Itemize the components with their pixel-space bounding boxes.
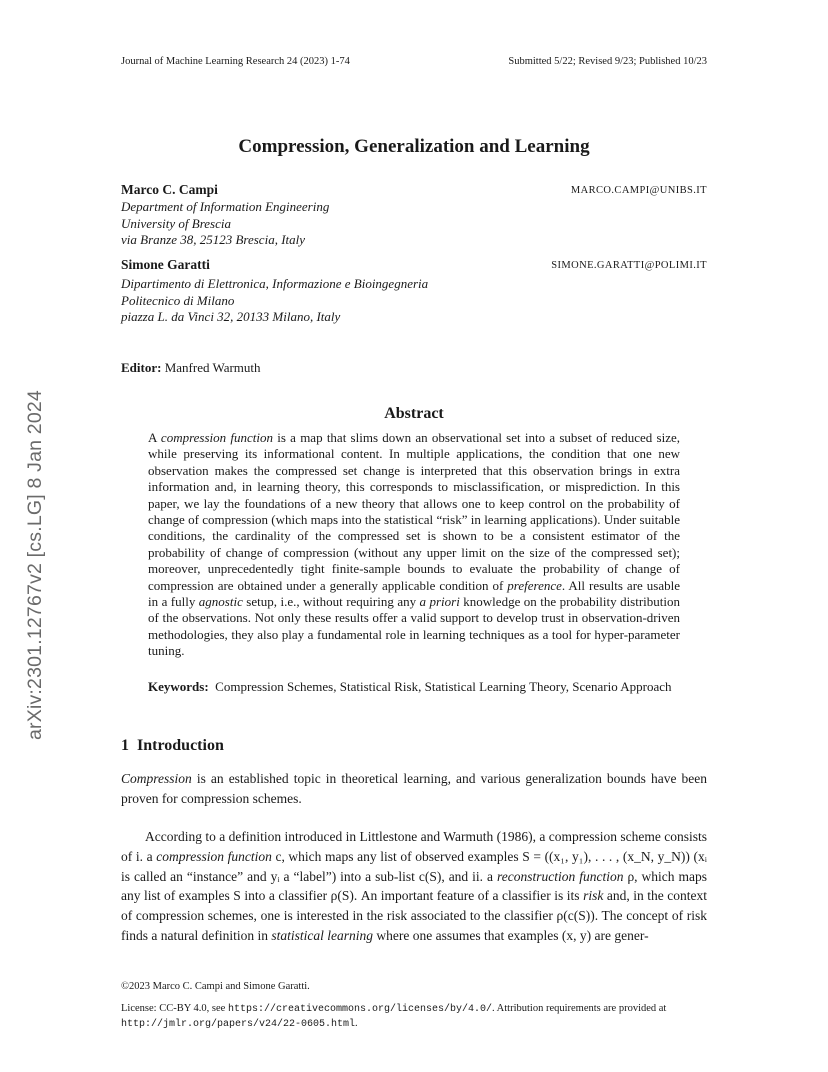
paragraph-text: and, in the context of compression schemes, one is interested in the risk associated to the classifier ρ(c(S)). The concept of risk finds a natural definition in <box>121 888 707 943</box>
paragraph-text: is an established topic in theoretical learning, and various generalization bounds have been proven for compression schemes. <box>121 771 707 806</box>
copyright-notice: ©2023 Marco C. Campi and Simone Garatti. <box>121 981 310 992</box>
intro-paragraph-1 <box>121 769 707 809</box>
affiliation-line: via Branze 38, 25123 Brescia, Italy <box>121 232 306 247</box>
section-title: Introduction <box>137 737 224 754</box>
keywords-label: Keywords: <box>148 679 209 694</box>
editor-line <box>121 360 261 376</box>
abstract-run: is a map that slims down an observational set into a subset of reduced size, while preserving its informational content. In multiple applications, the condition that one new observation makes the compressed set change is interpreted that this observation brings in extra information and, in learning theory, this corresponds to misclassification, or misprediction. In this paper, we lay the foundations of a new theory that allows one to keep control on the probability of change of compression (which maps into the statistical “risk” in learning applications). Under suitable conditions, the cardinality of the compressed set is shown to be a consistent estimator of the probability of change of compression (without any upper limit on the size of the compressed set); moreover, unprecedentedly tight finite-sample bounds to evaluate the probability of change of compression are obtained under a generally applicable condition of <box>148 430 681 593</box>
author-email-1[interactable]: MARCO.CAMPI@UNIBS.IT <box>570 185 707 196</box>
keywords <box>148 679 680 695</box>
author-affiliation-1 <box>121 199 329 249</box>
affiliation-line: Dipartimento di Elettronica, Informazione e Bioingegneria <box>121 276 429 291</box>
paragraph-text: ρ, which maps any list of examples S into a classifier ρ(S). An important feature of a classifier is its <box>121 868 708 904</box>
author-name-2: Simone Garatti <box>121 257 210 272</box>
affiliation-line: Politecnico di Milano <box>121 292 235 308</box>
abstract-emph: a priori <box>419 594 460 610</box>
abstract-run: A <box>148 430 161 445</box>
affiliation-line: piazza L. da Vinci 32, 20133 Milano, Italy <box>121 309 341 324</box>
emph-text: compression function <box>156 848 272 864</box>
author-affiliation-2 <box>121 276 428 326</box>
abstract-emph: compression function <box>160 430 274 445</box>
abstract-run: . All results are usable in a fully <box>148 577 680 610</box>
abstract-emph: agnostic <box>198 594 243 610</box>
license-link[interactable]: https://creativecommons.org/licenses/by/4.0/ <box>227 1004 492 1015</box>
emph-text: risk <box>583 888 604 904</box>
abstract-run: setup, i.e., without requiring any <box>242 594 420 610</box>
keywords-text: Compression Schemes, Statistical Risk, Statistical Learning Theory, Scenario Approach <box>215 679 672 694</box>
abstract-emph: preference <box>507 577 562 593</box>
editor-name: Manfred Warmuth <box>164 360 261 375</box>
emph-text: Compression <box>121 771 192 786</box>
affiliation-line: University of Brescia <box>121 215 231 231</box>
license-text: License: CC-BY 4.0, see <box>121 1003 228 1014</box>
emph-text: statistical learning <box>271 927 373 943</box>
intro-paragraph-2 <box>121 827 707 946</box>
arxiv-stamp: arXiv:2301.12767v2 [cs.LG] 8 Jan 2024 <box>24 390 46 740</box>
affiliation-line: Department of Information Engineering <box>121 199 330 214</box>
abstract-text <box>148 430 680 660</box>
editor-label: Editor: <box>121 360 162 375</box>
section-number: 1 <box>121 737 129 754</box>
paper-title: Compression, Generalization and Learning <box>238 136 590 157</box>
license-text: . <box>355 1018 358 1029</box>
section-heading <box>121 737 224 755</box>
submission-dates: Submitted 5/22; Revised 9/23; Published 10/23 <box>508 56 707 67</box>
paragraph-text: where one assumes that examples (x, y) are gener- <box>372 927 649 943</box>
abstract-heading: Abstract <box>384 405 444 422</box>
license-text: . Attribution requirements are provided at <box>491 1003 667 1014</box>
author-email-2[interactable]: SIMONE.GARATTI@POLIMI.IT <box>551 260 707 271</box>
author-name-1: Marco C. Campi <box>121 182 218 197</box>
emph-text: reconstruction function <box>497 868 624 884</box>
attribution-link[interactable]: http://jmlr.org/papers/v24/22-0605.html <box>121 1019 356 1030</box>
abstract-run: knowledge on the probability distribution of the observations. Not only these results offer a valid support to develop trust in observation-driven methodologies, they also play a fundamental role in learning techniques as a tool for hyper-parameter tuning. <box>148 594 681 659</box>
paragraph-text: c, which maps any list of observed examples S = ((x₁, y₁), . . . , (x_N, y_N)) (xᵢ is called an “instance” and yᵢ a “label”) into a sub-list c(S), and ii. a <box>121 848 707 884</box>
paragraph-text: According to a definition introduced in Littlestone and Warmuth (1986), a compression scheme consists of i. a <box>121 829 707 864</box>
license-notice <box>121 1002 707 1032</box>
journal-header: Journal of Machine Learning Research 24 (2023) 1-74 <box>121 56 350 67</box>
